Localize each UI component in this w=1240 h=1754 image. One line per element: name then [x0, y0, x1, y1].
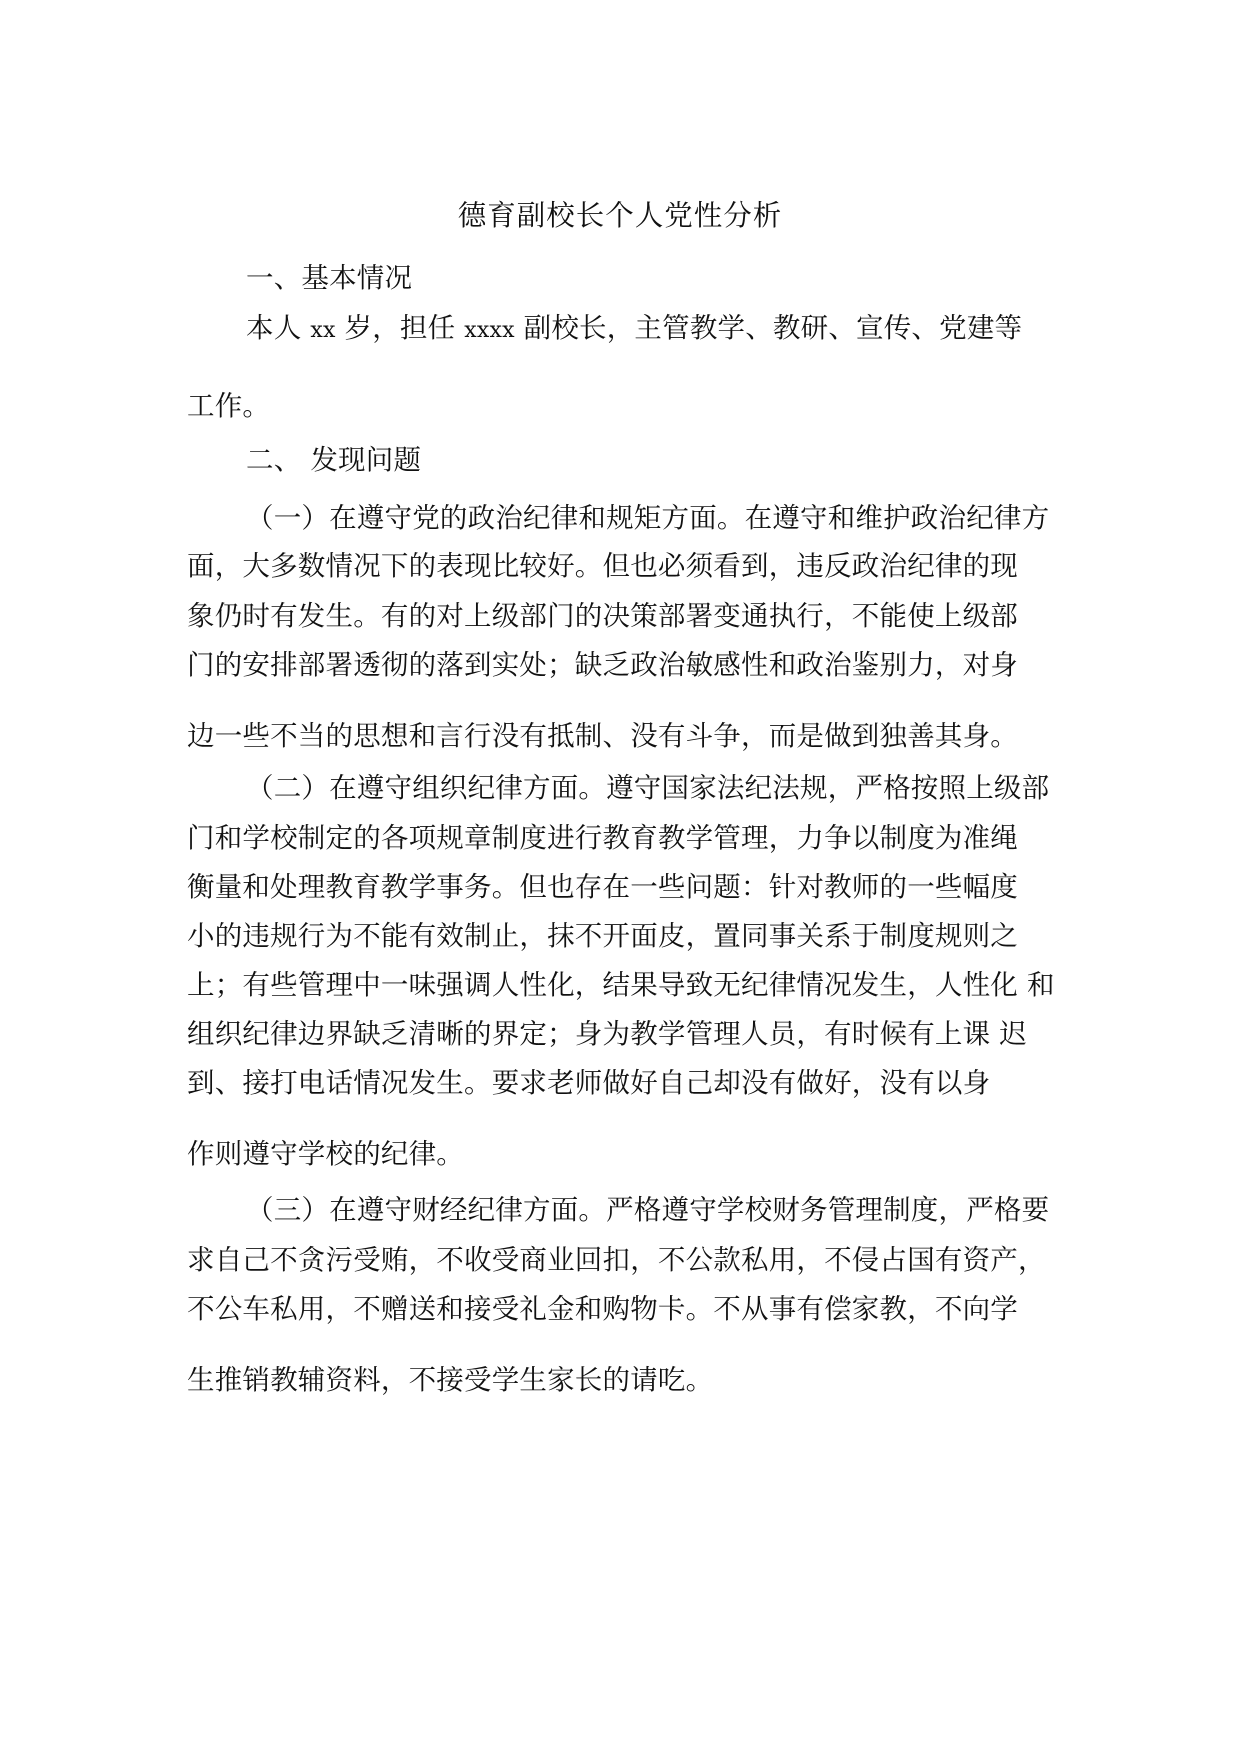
paragraph-line: 工作。 [187, 390, 271, 422]
paragraph-line: 衡量和处理教育教学事务。但也存在一些问题：针对教师的一些幅度 [187, 871, 1018, 903]
paragraph-line: 门的安排部署透彻的落到实处；缺乏政治敏感性和政治鉴别力，对身 [187, 649, 1018, 681]
paragraph-line: 象仍时有发生。有的对上级部门的决策部署变通执行，不能使上级部 [187, 600, 1018, 632]
paragraph-line: 边一些不当的思想和言行没有抵制、没有斗争，而是做到独善其身。 [187, 720, 1018, 752]
paragraph-line: （三）在遵守财经纪律方面。严格遵守学校财务管理制度，严格要 [246, 1194, 1050, 1226]
paragraph-line: （二）在遵守组织纪律方面。遵守国家法纪法规，严格按照上级部 [246, 772, 1050, 804]
paragraph-line: 作则遵守学校的纪律。 [187, 1138, 464, 1170]
text-run: 岁，担任 [335, 312, 465, 344]
text-run: 副校长，主管教学、教研、宣传、党建等 [514, 312, 1023, 344]
paragraph-line: 到、接打电话情况发生。要求老师做好自己却没有做好，没有以身 [187, 1067, 991, 1099]
paragraph-line: 面，大多数情况下的表现比较好。但也必须看到，违反政治纪律的现 [187, 550, 1018, 582]
paragraph-line: 门和学校制定的各项规章制度进行教育教学管理，力争以制度为准绳 [187, 822, 1018, 854]
document-title: 德育副校长个人党性分析 [457, 199, 783, 232]
school-placeholder: xxxx [464, 318, 515, 343]
section-heading: 二、 发现问题 [246, 444, 422, 476]
paragraph-line [246, 308, 1022, 351]
paragraph-line: （一）在遵守党的政治纪律和规矩方面。在遵守和维护政治纪律方 [246, 502, 1050, 534]
paragraph-line: 上；有些管理中一味强调人性化，结果导致无纪律情况发生，人性化 和 [187, 969, 1055, 1001]
paragraph-line: 不公车私用，不赠送和接受礼金和购物卡。不从事有偿家教，不向学 [187, 1293, 1018, 1325]
paragraph-line: 组织纪律边界缺乏清晰的界定；身为教学管理人员，有时候有上课 迟 [187, 1018, 1027, 1050]
text-run: 本人 [246, 312, 311, 344]
paragraph-line: 生推销教辅资料，不接受学生家长的请吃。 [187, 1364, 714, 1396]
section-heading: 一、基本情况 [246, 262, 413, 294]
paragraph-line: 求自己不贪污受贿，不收受商业回扣，不公款私用，不侵占国有资产， [187, 1244, 1046, 1276]
age-placeholder: xx [310, 318, 336, 343]
paragraph-line: 小的违规行为不能有效制止，抹不开面皮，置同事关系于制度规则之 [187, 920, 1018, 952]
